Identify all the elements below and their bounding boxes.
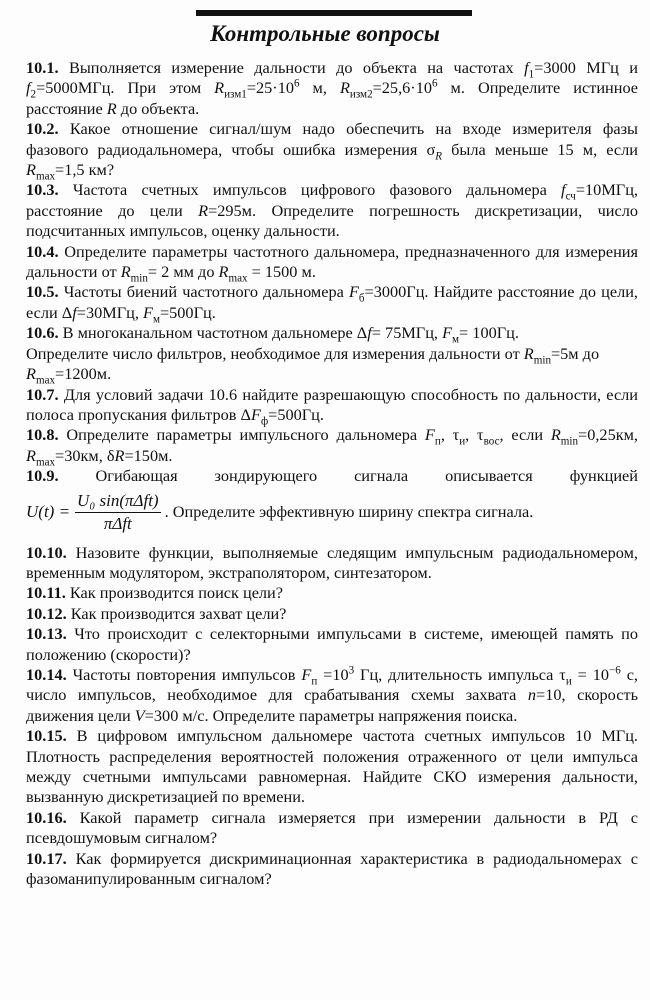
question-10-4: 10.4. Определите параметры частотного дальномера, предназначенного для измерения дальности от $R_{min}= 2$ мм до $R_{max} = 1500$ м. [26, 241, 638, 285]
question-10-14: 10.14. Частоты повторения импульсов $F_п =10^3$ Гц, длительность импульса $\tau_и = 10^{-6}$ с, число импульсов, необходимое для срабатывания схемы захвата n=10, скорость движения цели V=300 м/с. Определите параметры напряжения поиска. [26, 664, 638, 725]
question-10-6: 10.6. В многоканальном частотном дальномере Δf= 75МГц, $F_м= 100Гц$. Определите число фильтров, необходимое для измерения дальности от $R_{min}=5м$ до $R_{max}=1200м$. [26, 323, 600, 387]
formula-lhs: U(t) = [26, 502, 71, 522]
question-10-5: 10.5. Частоты биений частотного дальномера $F_б=3000Гц$. Найдите расстояние до цели, если Δf=30МГц, $F_м=500Гц$. [26, 282, 638, 326]
question-10-3: 10.3. Частота счетных импульсов цифрового фазового дальномера $f_{сч}=10МГц$, расстояние до цели R=295м. Определите погрешность дискретизации, число подсчитанных импульсов, оценку дальности. [26, 180, 639, 241]
formula-denominator: πΔft [103, 514, 132, 534]
question-10-8: 10.8. Определите параметры импульсного дальномера $F_п$, $\tau_и$, $\tau_{вос}$, если $R_{min}=0,25км$, $R_{max}=30км$, δR=150м. [26, 425, 638, 468]
formula-tail: . Определите эффективную ширину спектра сигнала. [164, 502, 534, 522]
questions-list [26, 58, 638, 889]
question-10-1: 10.1. Выполняется измерение дальности до объекта на частотах $f_1=3000$ МГц и $f_2=5000МГц$. При этом $R_{изм1}=25\cdot 10^6$ м, $R_{изм2}=25,6\cdot 10^6$ м. Определите истинное расстояние R до объекта. [26, 58, 639, 118]
formula-numerator: U₀ sin(πΔft) [75, 491, 161, 513]
question-10-16: 10.16. Какой параметр сигнала измеряется при измерении дальности в РД с псевдошумовым сигналом? [26, 807, 638, 848]
question-10-17: 10.17. Как формируется дискриминационная характеристика в радиодальномерах с фазоманипулированным сигналом? [26, 848, 638, 889]
question-10-9: 10.9. Огибающая зондирующего сигнала описывается функцией [26, 466, 638, 486]
fraction [75, 491, 161, 535]
question-10-12: 10.12. Как производится захват цели? [26, 603, 287, 623]
question-10-2: 10.2. Какое отношение сигнал/шум надо обеспечить на входе измерителя фазы фазового радиодальномера, чтобы ошибка измерения $\sigma_R$ была меньше 15 м, если $R_{max}=1,5$ км? [26, 119, 638, 183]
formula-10-9 [26, 487, 638, 539]
question-10-11: 10.11. Как производится поиск цели? [26, 583, 284, 603]
question-10-10: 10.10. Назовите функции, выполняемые следящим импульсным радиодальномером, временным модулятором, экстраполятором, синтезатором. [26, 542, 639, 582]
formula [26, 491, 161, 535]
question-10-7: 10.7. Для условий задачи 10.6 найдите разрешающую способность по дальности, если полоса пропускания фильтров $\Delta F_ф=500Гц$. [26, 384, 639, 428]
question-10-13: 10.13. Что происходит с селекторными импульсами в системе, имеющей память по положению (скорости)? [26, 624, 638, 664]
page-title: Контрольные вопросы [210, 21, 440, 46]
question-10-15: 10.15. В цифровом импульсном дальномере частота счетных импульсов 10 МГц. Плотность распределения вероятностей положения отраженного от цели импульса между счетными импульсами равномерная. Найдите СКО измерения дальности, вызванную дискретизацией по времени. [26, 726, 638, 807]
top-rule [196, 10, 472, 16]
